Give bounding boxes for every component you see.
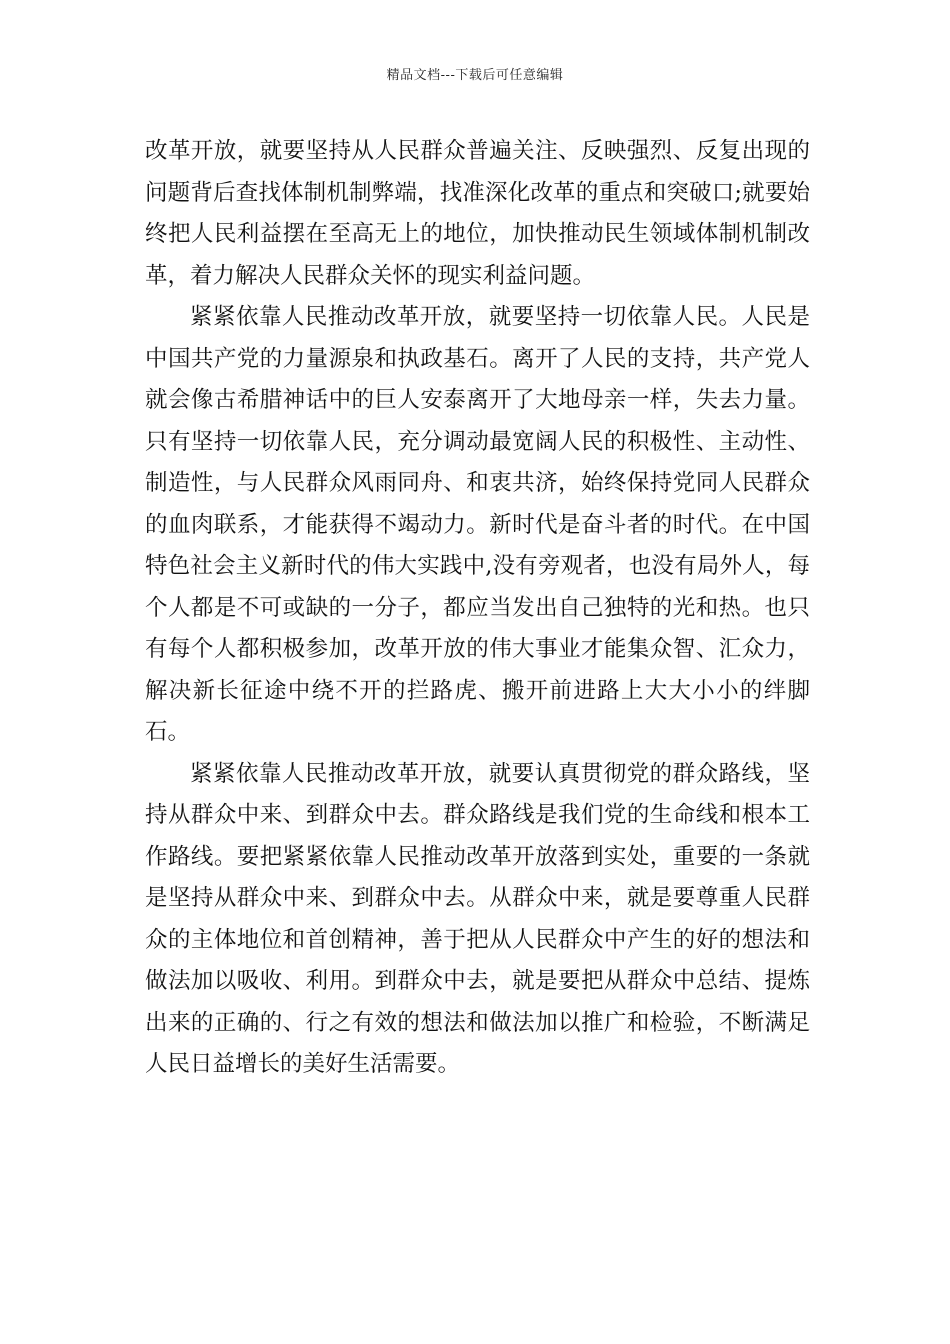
paragraph: 紧紧依靠人民推动改革开放，就要认真贯彻党的群众路线，坚持从群众中来、到群众中去。群众路线是我们党的生命线和根本工作路线。要把紧紧依靠人民推动改革开放落到实处，重要的一条就是坚持从群众中来、到群众中去。从群众中来，就是要尊重人民群众的主体地位和首创精神，善于把从人民群众中产生的好的想法和做法加以吸收、利用。到群众中去，就是要把从群众中总结、提炼出来的正确的、行之有效的想法和做法加以推广和检验，不断满足人民日益增长的美好生活需要。 xyxy=(145,760,810,1077)
paragraph-continued: 改革开放，就要坚持从人民群众普遍关注、反映强烈、反复出现的问题背后查找体制机制弊端，找准深化改革的重点和突破口;就要始终把人民利益摆在至高无上的地位，加快推动民生领域体制机制改革，着力解决人民群众关怀的现实利益问题。 xyxy=(145,138,810,289)
document-body xyxy=(145,131,810,1086)
paragraph: 紧紧依靠人民推动改革开放，就要坚持一切依靠人民。人民是中国共产党的力量源泉和执政基石。离开了人民的支持，共产党人就会像古希腊神话中的巨人安泰离开了大地母亲一样，失去力量。只有坚持一切依靠人民，充分调动最宽阔人民的积极性、主动性、制造性，与人民群众风雨同舟、和衷共济，始终保持党同人民群众的血肉联系，才能获得不竭动力。新时代是奋斗者的时代。在中国特色社会主义新时代的伟大实践中,没有旁观者，也没有局外人，每个人都是不可或缺的一分子，都应当发出自己独特的光和热。也只有每个人都积极参加，改革开放的伟大事业才能集众智、汇众力，解决新长征途中绕不开的拦路虎、搬开前进路上大大小小的绊脚石。 xyxy=(145,304,810,745)
page-header: 精品文档---下载后可任意编辑 xyxy=(386,68,564,83)
